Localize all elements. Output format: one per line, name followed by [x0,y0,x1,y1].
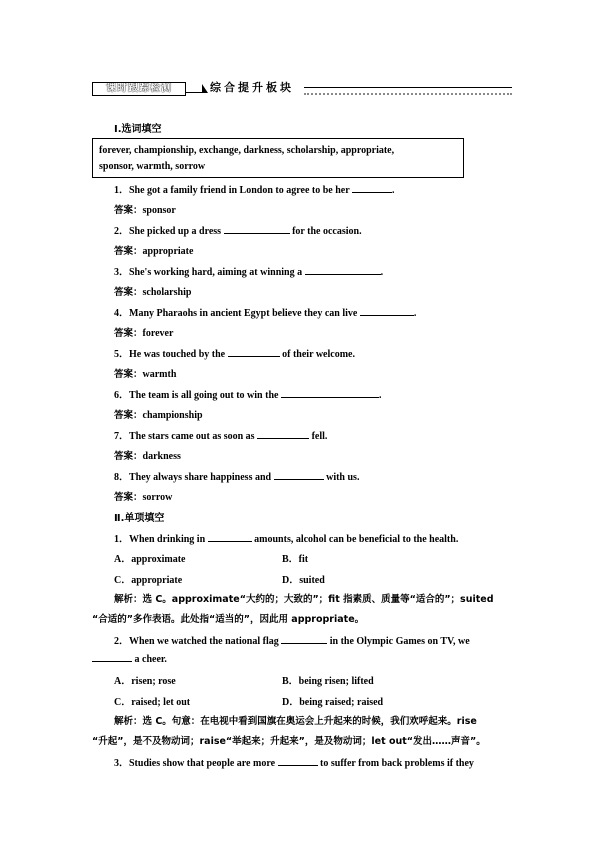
answer-blank [208,532,252,542]
question: 3．She's working hard, aiming at winning a . [114,267,384,278]
answer-blank [257,429,309,439]
answer: 答案：scholarship [114,287,192,298]
section2-title: Ⅱ.单项填空 [114,513,165,524]
option: A．risen; rose [114,676,176,687]
question: 3．Studies show that people are more to suffer from back problems if they [114,758,474,769]
banner-title: 综合提升板块 [210,81,294,94]
option: C．appropriate [114,575,183,586]
option: D．being raised; raised [282,697,384,708]
question: 7．The stars came out as soon as fell. [114,431,328,442]
question: 8．They always share happiness and with us. [114,472,360,483]
answer-blank [352,183,392,193]
answer: 答案：championship [114,410,203,421]
answer-blank [92,652,132,662]
answer-blank [278,756,318,766]
explanation: 解析：选 C。句意：在电视中看到国旗在奥运会上升起来的时候，我们欢呼起来。rise [114,716,477,727]
word-bank-line1: forever, championship, exchange, darkness, scholarship, appropriate, [99,145,395,156]
section1-title: Ⅰ.选词填空 [114,124,162,135]
answer: 答案：appropriate [114,246,194,257]
banner-arrow-icon [186,82,208,94]
explanation: 解析：选 C。approximate“大约的；大致的”；fit 指素质、质量等“适合的”；suited [114,594,494,605]
explanation-cont: “升起”，是不及物动词；raise“举起来；升起来”，是及物动词；let out“发出……声音”。 [92,736,486,747]
explanation-cont: “合适的”多作表语。此处指“适当的”，因此用 appropriate。 [92,614,365,625]
word-bank-line2: sponsor, warmth, sorrow [99,161,206,172]
question: 5．He was touched by the of their welcome. [114,349,355,360]
question: 1．She got a family friend in London to agree to be her . [114,185,395,196]
section-banner [92,80,512,96]
word-bank [92,138,464,178]
answer: 答案：sorrow [114,492,173,503]
banner-badge: 课时跟踪检测 [92,82,186,96]
question: 6．The team is all going out to win the . [114,390,382,401]
question: 1．When drinking in amounts, alcohol can be beneficial to the health. [114,534,459,545]
answer-blank [228,347,280,357]
answer-blank [224,224,290,234]
answer-blank [281,634,327,644]
question: 4．Many Pharaohs in ancient Egypt believe they can live . [114,308,417,319]
answer-blank [281,388,379,398]
answer-blank [305,265,381,275]
option: B．being risen; lifted [282,676,374,687]
answer: 答案：warmth [114,369,177,380]
question-cont: a cheer. [92,652,167,665]
answer-blank [274,470,324,480]
answer: 答案：darkness [114,451,181,462]
option: C．raised; let out [114,697,191,708]
answer-blank [360,306,414,316]
question: 2．She picked up a dress for the occasion. [114,226,362,237]
banner-rule [304,87,512,95]
answer: 答案：sponsor [114,205,176,216]
option: B．fit [282,554,309,565]
option: D．suited [282,575,325,586]
answer: 答案：forever [114,328,174,339]
option: A．approximate [114,554,186,565]
question: 2．When we watched the national flag in the Olympic Games on TV, we [114,636,470,647]
